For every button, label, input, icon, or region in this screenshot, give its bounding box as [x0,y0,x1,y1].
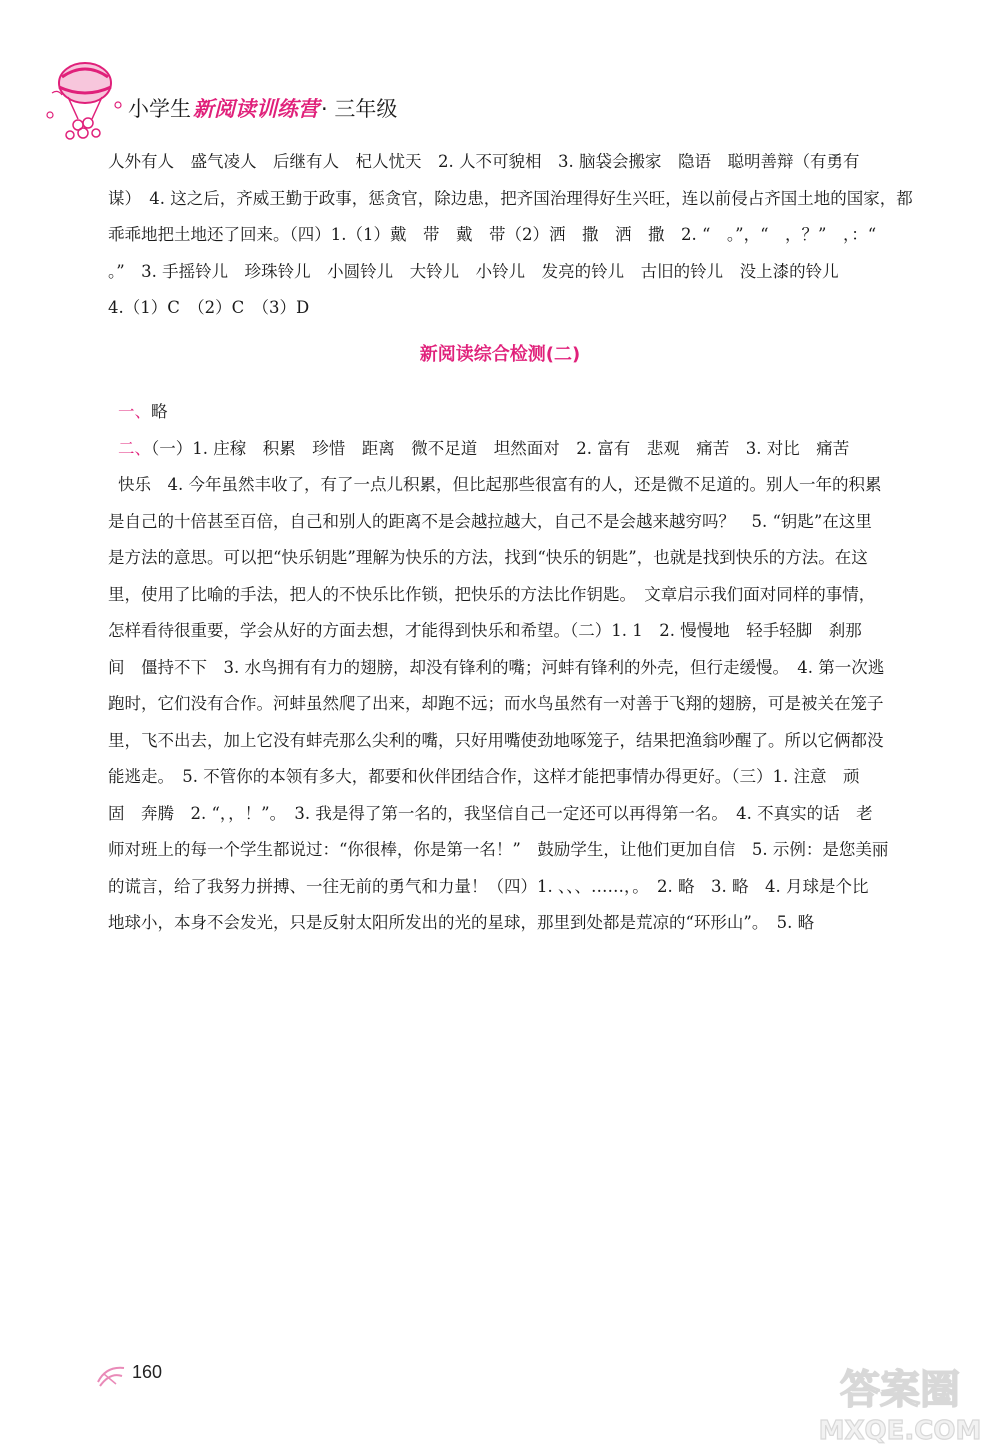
answer-line: 乖乖地把土地还了回来。（四）1.（1）戴 带 戴 带（2）洒 撒 洒 撒 2. “ 。”，“ ，？” ，：“ [108,225,877,244]
answer-line: 谋） 4. 这之后，齐威王勤于政事，惩贪官，除边患，把齐国治理得好生兴旺，连以前侵占齐国土地的国家，都 [108,188,913,208]
page-header [40,55,460,145]
section-one-marker: 一、 [118,402,151,421]
answer-line: 能逃走。 5. 不管你的本领有多大，都要和伙伴团结合作，这样才能把事情办得更好。（三）1. 注意 顽 [108,767,860,786]
answer-line: 里，使用了比喻的手法，把人的不快乐比作锁，把快乐的方法比作钥匙。 文章启示我们面对同样的事情， [108,584,876,604]
answer-line-1 [108,394,908,431]
answer-line: 地球小，本身不会发光，只是反射太阳所发出的光的星球，那里到处都是荒凉的“环形山”。 5. 略 [108,913,815,932]
answer-line: 4.（1）C （2）C （3）D [108,298,310,317]
answer-line-2 [108,431,908,468]
watermark-url: MXQE.COM [818,1416,982,1446]
answer-line: 怎样看待很重要，学会从好的方面去想，才能得到快乐和希望。（二）1. 1 2. 慢慢地 轻手轻脚 刹那 [108,621,862,640]
answers-part-2 [108,394,908,942]
section-one-answer: 略 [151,402,168,421]
header-suffix: · 三年级 [321,97,398,121]
answer-line: 。” 3. 手摇铃儿 珍珠铃儿 小圆铃儿 大铃儿 小铃儿 发亮的铃儿 古旧的铃儿 没上漆的铃儿 [108,261,839,281]
header-title [128,93,397,123]
answer-line: 间 僵持不下 3. 水鸟拥有有力的翅膀，却没有锋利的嘴；河蚌有锋利的外壳，但行走缓慢。 4. 第一次逃 [108,657,885,677]
answer-line: 固 奔腾 2. “，，！”。 3. 我是得了第一名的，我坚信自己一定还可以再得第一名。 4. 不真实的话 老 [108,803,873,823]
watermark-title: 答案圈 [840,1367,960,1413]
answer-line: 的谎言，给了我努力拼搏、一往无前的勇气和力量！（四）1. 、、、……，。 2. 略 3. 略 4. 月球是个比 [108,876,869,896]
answer-text: （一）1. 庄稼 积累 珍惜 距离 微不足道 坦然面对 2. 富有 悲观 痛苦 3. 对比 痛苦 [151,438,850,458]
hot-air-balloon-logo-icon [40,55,130,145]
answer-line: 是方法的意思。可以把“快乐钥匙”理解为快乐的方法，找到“快乐的钥匙”，也就是找到快乐的方法。在这 [108,548,868,567]
header-prefix: 小学生 [128,97,191,121]
decorative-corner-icon [96,1362,126,1388]
answer-line: 里，飞不出去，加上它没有蚌壳那么尖利的嘴，只好用嘴使劲地啄笼子，结果把渔翁吵醒了。所以它俩都没 [108,730,884,750]
section-title: 新阅读综合检测(二) [419,344,581,365]
page-number: 160 [132,1362,163,1382]
answer-line: 跑时，它们没有合作。河蚌虽然爬了出来，却跑不远；而水鸟虽然有一对善于飞翔的翅膀，可是被关在笼子 [108,694,884,713]
answers-part-1 [108,144,913,327]
answer-line: 师对班上的每一个学生都说过：“你很棒，你是第一名！” 鼓励学生，让他们更加自信 5. 示例：是您美丽 [108,840,889,859]
header-brand: 新阅读训练营 [193,97,319,121]
answer-line: 是自己的十倍甚至百倍，自己和别人的距离不是会越拉越大，自己不是会越来越穷吗？ 5. “钥匙”在这里 [108,511,872,531]
section-two-marker: 二、 [118,438,151,458]
watermark-logo-icon [800,1355,1000,1446]
answer-line: 快乐 4. 今年虽然丰收了，有了一点儿积累，但比起那些很富有的人，还是微不足道的。别人一年的积累 [118,475,882,494]
answer-line: 人外有人 盛气凌人 后继有人 杞人忧天 2. 人不可貌相 3. 脑袋会搬家 隐语 聪明善辩（有勇有 [108,152,860,171]
